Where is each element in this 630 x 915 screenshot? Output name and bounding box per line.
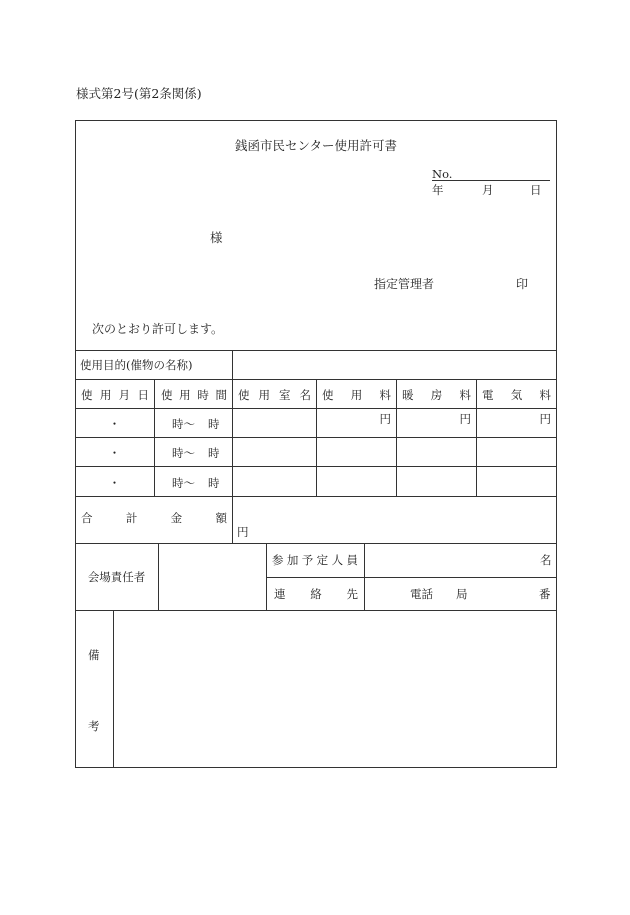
document-title: 銭函市民センター使用許可書 xyxy=(234,138,397,153)
header-electric-fee: 電 気 料 xyxy=(482,388,551,402)
grid-line xyxy=(266,543,267,610)
venue-manager-label: 会場責任者 xyxy=(87,570,146,584)
grid-line xyxy=(113,610,114,768)
grid-line xyxy=(75,610,557,611)
grid-line xyxy=(396,379,397,496)
contact-label: 連 絡 先 xyxy=(274,587,358,601)
contact-exchange-label: 局 xyxy=(456,587,468,601)
expected-attendees-label: 参 加 予 定 人 員 xyxy=(272,553,358,567)
permit-number-line xyxy=(432,180,550,181)
form-number-label: 様式第2号(第2条関係) xyxy=(76,86,202,101)
row-1-time-from: 時～ xyxy=(172,417,195,431)
remarks-label-top: 備 xyxy=(88,648,100,662)
purpose-label: 使用目的(催物の名称) xyxy=(80,358,193,372)
grid-line xyxy=(154,379,155,496)
date-day-label: 日 xyxy=(530,183,542,197)
grid-line xyxy=(316,379,317,496)
row-1-usage-fee-unit: 円 xyxy=(379,412,391,426)
total-amount-label: 合 計 金 額 xyxy=(81,511,227,525)
row-2-time-to: 時 xyxy=(208,446,220,460)
contact-number-label: 番 xyxy=(539,587,551,601)
grid-line xyxy=(476,379,477,496)
grid-line xyxy=(75,496,557,497)
row-3-time-to: 時 xyxy=(208,476,220,490)
row-2-date: ・ xyxy=(108,446,121,460)
grid-line xyxy=(75,350,557,351)
grid-line xyxy=(232,350,233,543)
grid-line xyxy=(158,543,159,610)
header-room-name: 使 用 室 名 xyxy=(238,388,311,402)
row-1-heating-fee-unit: 円 xyxy=(459,412,471,426)
header-usage-fee: 使 用 料 xyxy=(322,388,391,402)
row-2-time-from: 時～ xyxy=(172,446,195,460)
header-heating-fee: 暖 房 料 xyxy=(402,388,471,402)
grid-line xyxy=(266,577,557,578)
date-year-label: 年 xyxy=(432,183,444,197)
remarks-label-bottom: 考 xyxy=(88,719,100,733)
row-3-time-from: 時～ xyxy=(172,476,195,490)
attendees-unit: 名 xyxy=(540,553,552,567)
row-3-date: ・ xyxy=(108,476,121,490)
header-usage-time: 使 用 時 間 xyxy=(161,388,227,402)
date-month-label: 月 xyxy=(482,183,494,197)
row-1-date: ・ xyxy=(108,417,121,431)
header-usage-date: 使 用 月 日 xyxy=(81,388,149,402)
permit-number-label: No. xyxy=(432,167,453,181)
total-amount-unit: 円 xyxy=(237,525,249,539)
seal-mark: 印 xyxy=(516,277,529,291)
contact-phone-label: 電話 xyxy=(410,587,433,601)
intro-text: 次のとおり許可します。 xyxy=(92,322,224,336)
designated-manager-label: 指定管理者 xyxy=(374,277,435,291)
row-1-time-to: 時 xyxy=(208,417,220,431)
grid-line xyxy=(364,543,365,610)
grid-line xyxy=(75,543,557,544)
row-1-electric-fee-unit: 円 xyxy=(539,412,551,426)
recipient-suffix: 様 xyxy=(210,230,223,245)
